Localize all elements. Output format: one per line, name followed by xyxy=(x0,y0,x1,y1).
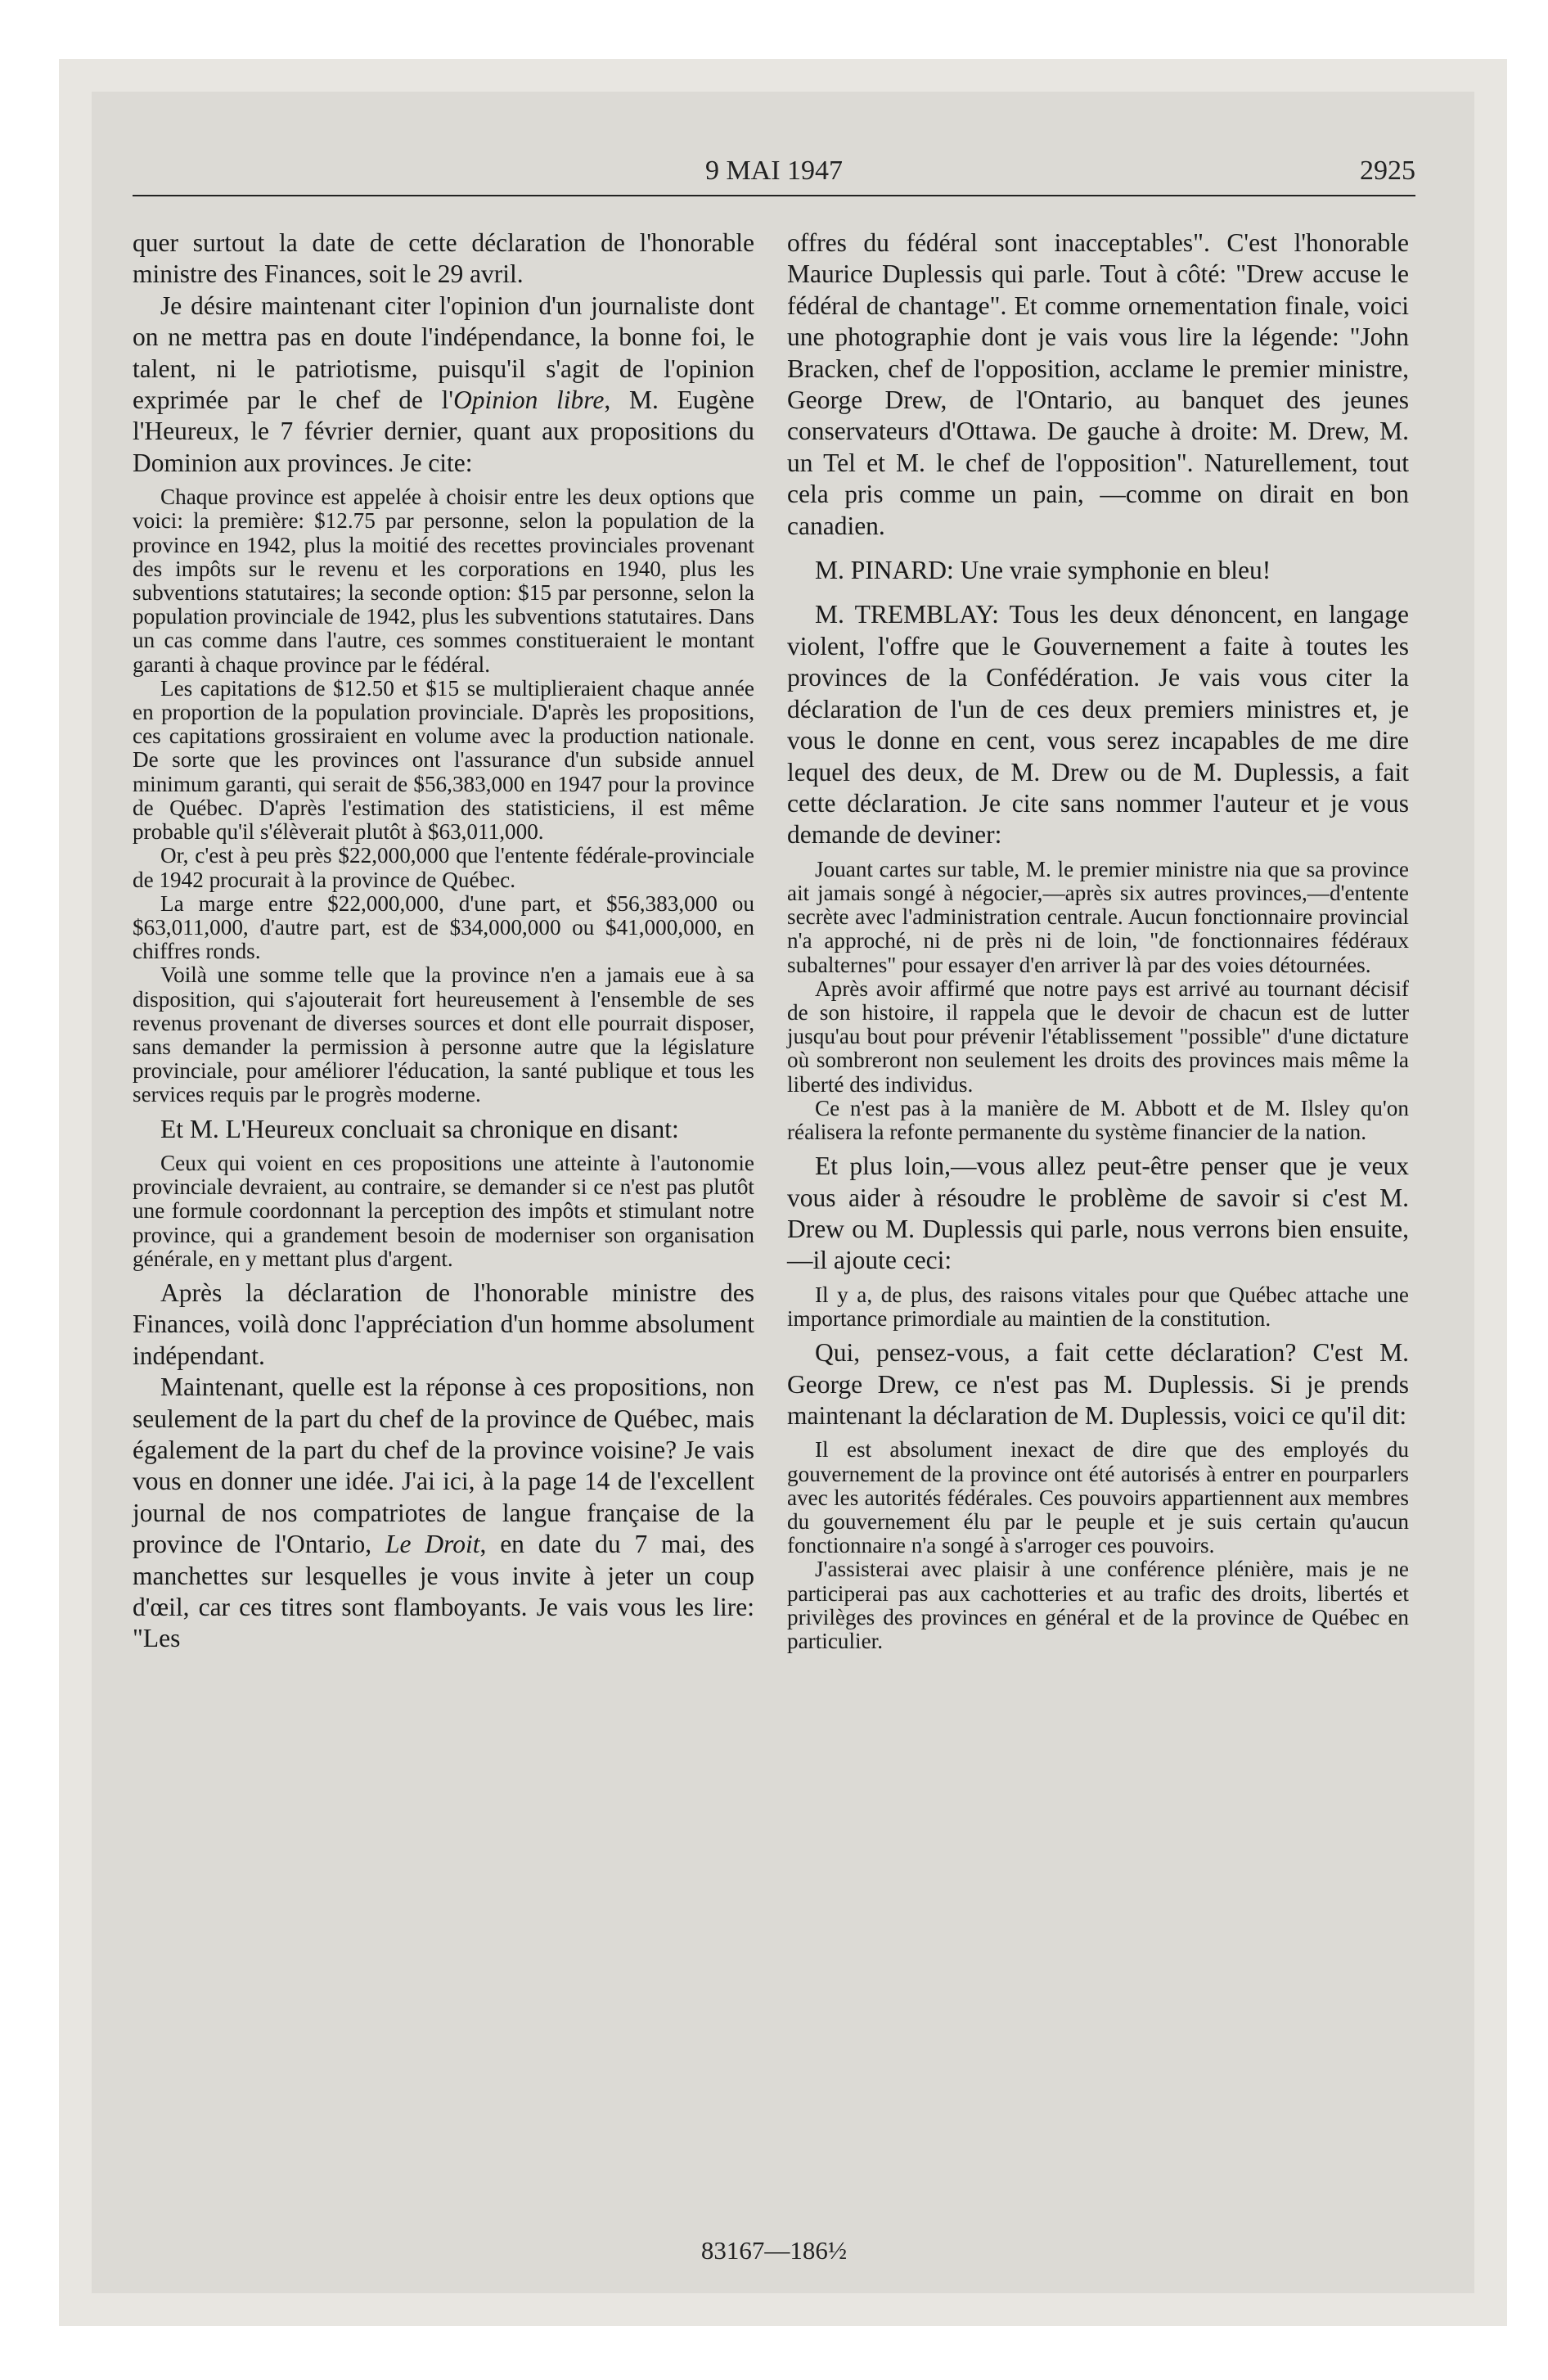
paragraph-text: M. TREMBLAY: Tous les deux dénoncent, en langage violent, l'offre que le Gouvernement a faite à toutes les provinces de la Confédération. Je vais vous citer la déclaration de l'un de ces deux premiers ministres et, je vous le donne en cent, vous serez incapables de me dire lequel des deux, de M. Drew ou de M. Duplessis, a fait cette déclaration. Je cite sans nommer l'auteur et je vous demande de deviner: xyxy=(787,600,1409,850)
quoted-paragraph xyxy=(787,977,1409,1097)
body-paragraph xyxy=(133,291,754,479)
page-number: 2925 xyxy=(1360,156,1415,186)
body-paragraph xyxy=(133,228,754,291)
page-date: 9 MAI 1947 xyxy=(704,156,844,186)
right-column xyxy=(787,228,1409,1653)
italic-title: Opinion libre xyxy=(453,385,605,415)
paragraph-text: Or, c'est à peu près $22,000,000 que l'entente fédérale-provinciale de 1942 procurait à la province de Québec. xyxy=(133,843,754,892)
body-paragraph xyxy=(133,1372,754,1655)
printer-signature: 83167—186½ xyxy=(700,2236,848,2265)
italic-title: Le Droit xyxy=(385,1530,480,1559)
body-paragraph xyxy=(787,228,1409,542)
paragraph-text: Voilà une somme telle que la province n'en a jamais eue à sa disposition, qui s'ajouterait fort heureusement à l'ensemble de ses revenus provenant de diverses sources et dont elle pourrait disposer, sans demander la permission à personne autre que la législature provinciale, pour améliorer l'éducation, la santé publique et tous les services requis par le progrès moderne. xyxy=(133,962,754,1107)
paragraph-text: Il est absolument inexact de dire que des employés du gouvernement de la province ont été autorisés à entrer en pourparlers avec les autorités fédérales. Ces pouvoirs appartiennent aux membres du gouvernement élu par le peuple et je suis certain qu'aucun fonctionnaire n'a songé à s'arroger ces pouvoirs. xyxy=(787,1437,1409,1558)
body-paragraph xyxy=(787,599,1409,850)
body-paragraph xyxy=(787,1337,1409,1431)
paragraph-text: Il y a, de plus, des raisons vitales pour que Québec attache une importance primordiale au maintien de la constitution. xyxy=(787,1282,1409,1331)
quoted-paragraph xyxy=(133,844,754,891)
paragraph-text: Ceux qui voient en ces propositions une atteinte à l'autonomie provinciale devraient, au contraire, se demander si ce n'est pas plutôt une formule coordonnant la perception des impôts et stimulant notre province, qui a grandement besoin de moderniser son organisation générale, en y mettant plus d'argent. xyxy=(133,1150,754,1271)
quoted-paragraph xyxy=(787,1557,1409,1653)
paragraph-text: Maintenant, quelle est la réponse à ces propositions, non seulement de la part du chef de la province de Québec, mais également de la part du chef de la province voisine? Je vais vous en donner une idée. J'ai ici, à la page 14 de l'excellent journal de nos compatriotes de langue française de la province de l'Ontario, xyxy=(133,1373,754,1559)
paragraph-text: Après la déclaration de l'honorable ministre des Finances, voilà donc l'appréciation d'un homme absolument indépendant. xyxy=(133,1278,754,1370)
paragraph-text: Qui, pensez-vous, a fait cette déclaration? C'est M. George Drew, ce n'est pas M. Duplessis. Si je prends maintenant la déclaration de M. Duplessis, voici ce qu'il dit: xyxy=(787,1338,1409,1430)
quoted-paragraph xyxy=(787,858,1409,977)
quoted-paragraph xyxy=(133,1152,754,1271)
body-paragraph xyxy=(133,1278,754,1372)
paragraph-text: Ce n'est pas à la manière de M. Abbott et de M. Ilsley qu'on réalisera la refonte permanente du système financier de la nation. xyxy=(787,1095,1409,1144)
paragraph-continuation: , M. Eugène l'Heureux, le 7 février dernier, quant aux propositions du Dominion aux provinces. Je cite: xyxy=(133,385,754,477)
paragraph-text: Les capitations de $12.50 et $15 se multiplieraient chaque année en proportion de la population provinciale. D'après les propositions, ces capitations grossiraient en volume avec la production nationale. De sorte que les provinces ont l'assurance d'un subside annuel minimum garanti, qui serait de $56,383,000 en 1947 pour la province de Québec. D'après l'estimation des statisticiens, il est même probable qu'il s'élèverait plutôt à $63,011,000. xyxy=(133,675,754,845)
quoted-paragraph xyxy=(787,1283,1409,1331)
paragraph-text: Après avoir affirmé que notre pays est arrivé au tournant décisif de son histoire, il rappela que le devoir de chacun est de lutter jusqu'au bout pour prévenir l'établissement "possible" d'une dictature où sombreront non seulement les droits des provinces mais même la liberté des individus. xyxy=(787,976,1409,1097)
paragraph-text: La marge entre $22,000,000, d'une part, et $56,383,000 ou $63,011,000, d'autre part, est de $34,000,000 ou $41,000,000, en chiffres ronds. xyxy=(133,890,754,964)
body-paragraph xyxy=(787,555,1409,586)
quoted-paragraph xyxy=(787,1097,1409,1144)
paragraph-text: Chaque province est appelée à choisir entre les deux options que voici: la première: $12.75 par personne, selon la population de la province en 1942, plus la moitié des recettes provinciales provenant des impôts sur le revenu et les corporations en 1940, plus les subventions statutaires; la seconde option: $15 par personne, selon la population provinciale de 1942, plus les subventions statutaires. Dans un cas comme dans l'autre, ces sommes constitueraient le montant garanti à chaque province par le fédéral. xyxy=(133,485,754,677)
left-column xyxy=(133,228,754,1655)
paragraph-text: quer surtout la date de cette déclaration de l'honorable ministre des Finances, soit le 29 avril. xyxy=(133,228,754,289)
page-header xyxy=(133,154,1415,196)
quoted-paragraph xyxy=(133,963,754,1107)
paragraph-text: Et plus loin,—vous allez peut-être penser que je veux vous aider à résoudre le problème de savoir si c'est M. Drew ou M. Duplessis qui parle, nous verrons bien ensuite,—il ajoute ceci: xyxy=(787,1152,1409,1275)
body-paragraph xyxy=(787,1151,1409,1277)
quoted-paragraph xyxy=(133,892,754,964)
quoted-paragraph xyxy=(133,677,754,844)
paragraph-text: Je désire maintenant citer l'opinion d'un journaliste dont on ne mettra pas en doute l'indépendance, la bonne foi, le talent, ni le patriotisme, puisqu'il s'agit de l'opinion exprimée par le chef de l' xyxy=(133,291,754,415)
quoted-paragraph xyxy=(133,485,754,677)
paragraph-text: J'assisterai avec plaisir à une conférence plénière, mais je ne participerai pas aux cachotteries et au trafic des droits, libertés et privilèges des provinces en général et de la province de Québec en particulier. xyxy=(787,1557,1409,1654)
paragraph-text: offres du fédéral sont inacceptables". C'est l'honorable Maurice Duplessis qui parle. Tout à côté: "Drew accuse le fédéral de chantage". Et comme ornementation finale, voici une photographie dont je vais vous lire la légende: "John Bracken, chef de l'opposition, acclame le premier ministre, George Drew, de l'Ontario, au banquet des jeunes conservateurs d'Ottawa. De gauche à droite: M. Drew, M. un Tel et M. le chef de l'opposition". Naturellement, tout cela pris comme un pain, —comme on dirait en bon canadien. xyxy=(787,228,1409,540)
paragraph-text: Et M. L'Heureux concluait sa chronique en disant: xyxy=(160,1114,679,1143)
paragraph-text: M. PINARD: Une vraie symphonie en bleu! xyxy=(815,556,1271,585)
quoted-paragraph xyxy=(787,1438,1409,1557)
paragraph-continuation: , en date du 7 mai, des manchettes sur lesquelles je vous invite à jeter un coup d'œil, car ces titres sont flamboyants. Je vais vous les lire: "Les xyxy=(133,1530,754,1653)
paragraph-text: Jouant cartes sur table, M. le premier ministre nia que sa province ait jamais songé à négocier,—après six autres provinces,—d'entente secrète avec l'administration centrale. Aucun fonctionnaire provincial n'a approché, ni de près ni de loin, "de fonctionnaires fédéraux subalternes" pour essayer d'en arriver là par des voies détournées. xyxy=(787,856,1409,977)
body-paragraph xyxy=(133,1114,754,1145)
